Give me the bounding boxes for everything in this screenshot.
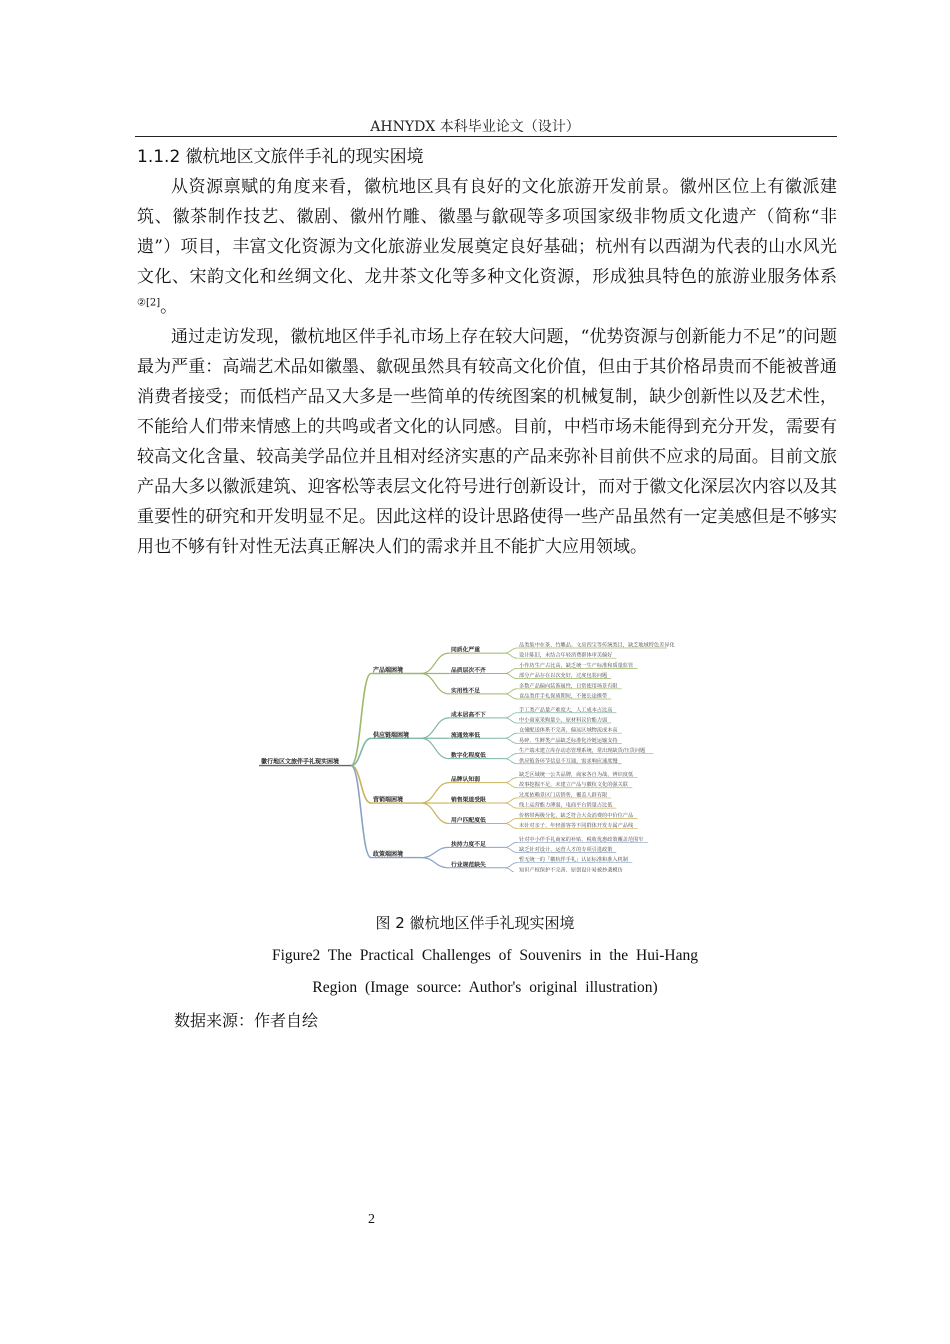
mindmap-connector [505,863,517,868]
mindmap-connector [351,766,371,858]
mindmap-connector [421,738,449,758]
page-number: 2 [368,1212,375,1227]
paragraph-1-end: 。 [160,297,178,317]
mindmap-leaf: 中小商家采购量小，原材料议价能力弱 [519,717,608,724]
mindmap-connector [505,823,517,828]
mindmap-connector [505,689,517,694]
mindmap-connector [505,674,517,679]
mindmap-leaf: 故事挖掘不足，未建立产品与徽杭文化的强关联 [519,782,628,789]
mindmap-subtopic: 流通效率低 [451,732,480,739]
mindmap-leaf: 过度依赖景区门店销售，覆盖人群有限 [519,792,608,799]
mindmap-connector [505,648,517,653]
mindmap-connector [505,868,517,872]
mindmap-subtopic: 销售渠道受限 [451,797,486,804]
mindmap-leaf: 食品类伴手礼保质期短，不便长途携带 [519,693,608,700]
paragraph-1 [137,172,837,322]
mindmap-leaf: 缺乏针对设计、运营人才的专项引进政策 [519,847,613,854]
figure-caption-en: Figure2 The Practical Challenges of Souvenirs in the Hui-Hang Region (Image source: Author's original illustration) [271,947,699,996]
mindmap-connector [421,803,449,823]
mindmap-connector [421,858,449,868]
mindmap-root: 徽行地区文旅伴手礼现实困境 [261,758,340,766]
mindmap-branch: 政策端困境 [373,851,404,859]
mindmap-connector [421,718,449,738]
mindmap-subtopic: 数字化程度低 [451,753,486,760]
mindmap-connector [505,803,517,808]
mindmap-subtopic: 同质化严重 [451,647,480,654]
mindmap-connector [505,713,517,718]
mindmap-subtopic: 扶持力度不足 [451,841,486,848]
figure-caption-cn: 图 2 徽杭地区伴手礼现实困境 [375,914,575,932]
mindmap-connector [505,759,517,764]
mindmap-subtopic: 品质层次不齐 [451,668,486,674]
mindmap-leaf: 设计陈旧，未结合年轻消费群体审美偏好 [519,652,613,659]
mindmap-leaf: 供应链各环节信息不互通，需求响应速度慢 [519,758,618,765]
mindmap-leaf: 易碎、生鲜类产品缺乏标准化冷链运输支持 [519,737,618,744]
mindmap-leaf: 线上运营能力薄弱，电商平台销量占比低 [519,802,613,809]
mindmap-connector [505,783,517,788]
mindmap-connector [505,738,517,743]
data-source-note: 数据来源：作者自绘 [174,1011,319,1030]
mindmap-connector [505,847,517,852]
mindmap-connector [421,783,449,803]
paragraph-2: 通过走访发现，徽杭地区伴手礼市场上存在较大问题，“优势资源与创新能力不足”的问题最为严重：高端艺术品如徽墨、歙砚虽然具有较高文化价值，但由于其价格昂贵而不能被普通消费者接受；而低档产品又大多是一些简单的传统图案的机械复制，缺少创新性以及艺术性，不能给人们带来情感上的共鸣或者文化的认同感。目前，中档市场未能得到充分开发，需要有较高文化含量、较高美学品位并且相对经济实惠的产品来弥补目前供不应求的局面。目前文旅产品大多以徽派建筑、迎客松等表层文化符号进行创新设计，而对于徽文化深层次内容以及其重要性的研究和开发明显不足。因此这样的设计思路使得一些产品虽然有一定美感但是不够实用也不够有针对性无法真正解决人们的需求并且不能扩大应用领域。 [137,327,837,557]
mindmap-connector [505,798,517,803]
mindmap-leaf: 知识产权保护不完善，原创设计易被抄袭模仿 [519,867,623,872]
mindmap-subtopic: 实用性不足 [451,688,480,695]
mindmap-connector [505,718,517,723]
mindmap-connector [505,733,517,738]
mindmap-leaf: 多数产品偏向装饰属性，日常使用场景有限 [519,683,618,690]
mindmap-leaf: 小作坊生产占比高，缺乏统一生产标准和质量监管 [519,662,634,669]
mindmap-diagram [255,640,695,872]
mindmap-leaf: 生产端未建立库存动态管理系统，常出现缺货/压货问题 [519,748,646,755]
mindmap-connector [421,653,449,673]
mindmap-connector [505,668,517,673]
paragraph-1-text: 从资源禀赋的角度来看，徽杭地区具有良好的文化旅游开发前景。徽州区位上有徽派建筑、徽茶制作技艺、徽剧、徽州竹雕、徽墨与歙砚等多项国家级非物质文化遗产（简称“非遗”）项目，丰富文化资源为文化旅游业发展奠定良好基础；杭州有以西湖为代表的山水风光文化、宋韵文化和丝绸文化、龙井茶文化等多种文化资源，形成独具特色的旅游业服务体系 [137,177,837,287]
mindmap-connector [505,778,517,783]
mindmap-branch: 供应链端困境 [373,731,410,739]
running-header: AHNYDX 本科毕业论文（设计） [370,119,580,135]
mindmap-leaf: 价格带两极分化，缺乏符合大众消费的中价位产品 [519,812,634,819]
mindmap-leaf: 部分产品存在以次充好，过度包装问题 [519,673,608,680]
mindmap-branch: 产品端困境 [373,667,404,674]
mindmap-leaf: 针对中小伴手礼商家的补贴、税收优惠政策覆盖范围窄 [519,836,644,843]
mindmap-branch: 营销端困境 [373,796,404,804]
mindmap-leaf: 品类集中在茶、竹雕品、文房四宝等传统类目，缺乏地域特色差异化 [519,642,675,649]
mindmap-connector [505,818,517,823]
mindmap-leaf: 缺乏区域统一公共品牌，商家各自为战，辨识度低 [519,772,634,779]
section-title: 1.1.2 徽杭地区文旅伴手礼的现实困境 [137,147,424,167]
mindmap-subtopic: 用户匹配度低 [451,817,486,824]
mindmap-leaf: 未针对亲子、年轻游客等不同群体开发专属产品线 [519,823,634,830]
body-text [137,172,837,562]
mindmap-leaf: 仓储配送体系不完善，偏远区域物流成本高 [519,727,618,734]
mindmap-connector [351,766,371,803]
mindmap-connector [421,674,449,694]
header-divider [135,136,837,137]
mindmap-connector [505,694,517,699]
mindmap-connector [421,847,449,857]
mindmap-connector [505,653,517,658]
mindmap-subtopic: 行业规范缺失 [451,862,486,869]
mindmap-connector [505,842,517,847]
mindmap-figure [255,640,695,872]
citation-ref: ②[2] [137,297,161,309]
mindmap-subtopic: 成本居高不下 [451,712,486,719]
mindmap-leaf: 手工类产品量产难度大，人工成本占比高 [519,707,613,714]
mindmap-connector [505,754,517,759]
mindmap-leaf: 暂无统一的「徽杭伴手礼」认证标准和准入机制 [519,857,628,864]
mindmap-subtopic: 品牌认知弱 [451,777,480,784]
